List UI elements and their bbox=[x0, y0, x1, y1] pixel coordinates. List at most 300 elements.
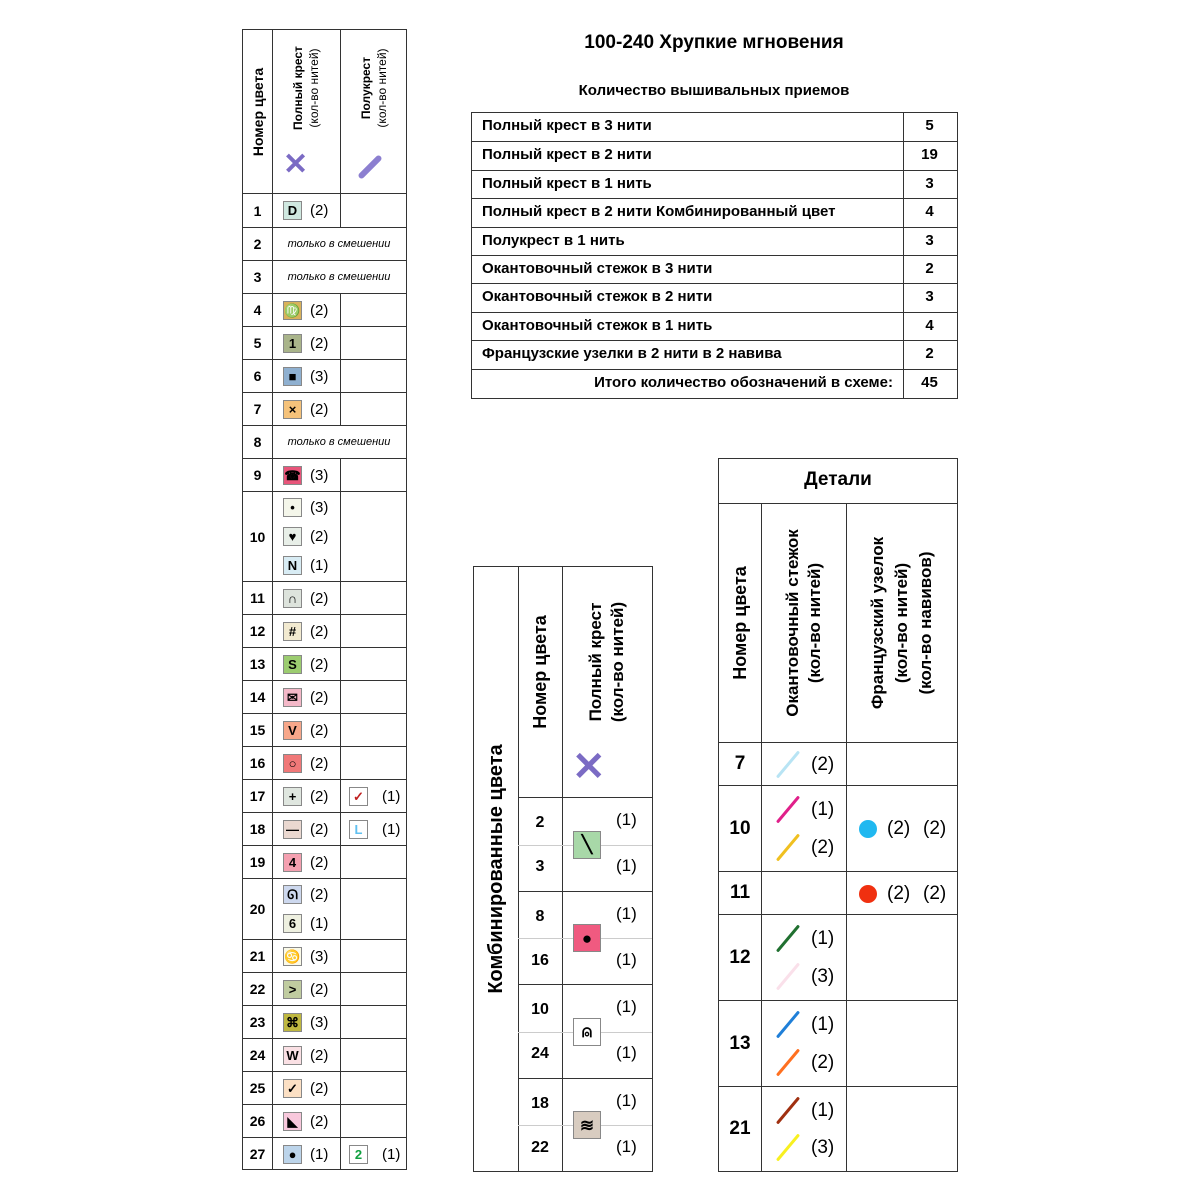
page-title: 100-240 Хрупкие мгновения bbox=[584, 32, 844, 53]
summary-value: 2 bbox=[925, 345, 934, 363]
full-cross-entry bbox=[283, 527, 328, 546]
column-divider bbox=[340, 846, 341, 878]
header-color-number bbox=[246, 37, 270, 187]
summary-value: 2 bbox=[925, 260, 934, 277]
full-cross-entry bbox=[283, 721, 328, 740]
details-title: Детали bbox=[804, 469, 872, 490]
table-row bbox=[243, 1038, 406, 1071]
table-row bbox=[243, 939, 406, 972]
edge-stitch-line bbox=[776, 1011, 800, 1039]
edge-stitch-line bbox=[776, 750, 800, 778]
full-cross-entry bbox=[283, 466, 328, 485]
thread-count: (2) bbox=[811, 836, 835, 858]
column-divider bbox=[272, 360, 273, 392]
table-row bbox=[243, 392, 406, 425]
summary-label: Полный крест в 2 нити bbox=[482, 146, 652, 164]
column-divider bbox=[340, 879, 341, 939]
column-divider bbox=[340, 1105, 341, 1137]
combined-group bbox=[518, 797, 652, 891]
column-divider bbox=[340, 1072, 341, 1104]
thread-count: (1) bbox=[310, 914, 329, 932]
thread-count: (1) bbox=[616, 856, 637, 875]
table-row bbox=[243, 647, 406, 680]
column-divider bbox=[272, 780, 273, 812]
thread-count: (1) bbox=[811, 1099, 835, 1121]
combined-header-number-label: Номер цвета bbox=[529, 615, 550, 729]
column-divider bbox=[340, 1039, 341, 1071]
stitch-symbol: 4 bbox=[283, 853, 302, 872]
color-number: 13 bbox=[729, 1032, 751, 1054]
color-number: 5 bbox=[253, 335, 262, 351]
column-divider bbox=[272, 1138, 273, 1170]
edge-stitch-line bbox=[776, 962, 800, 990]
column-divider bbox=[272, 973, 273, 1005]
table-row bbox=[243, 746, 406, 779]
table-row bbox=[243, 878, 406, 939]
summary-row bbox=[472, 198, 957, 226]
summary-value: 19 bbox=[921, 146, 938, 164]
edge-header-threads: (кол-во нитей) bbox=[805, 562, 824, 684]
column-divider bbox=[761, 786, 762, 871]
full-cross-entry bbox=[283, 589, 328, 608]
thread-count: (1) bbox=[811, 928, 835, 950]
stitch-symbol: ● bbox=[283, 1145, 302, 1164]
combined-symbol: ≋ bbox=[573, 1111, 601, 1139]
column-divider bbox=[272, 1072, 273, 1104]
thread-count: (1) bbox=[616, 1090, 637, 1110]
table-row bbox=[243, 680, 406, 713]
knot-thread-count: (2) bbox=[887, 818, 911, 839]
stitch-symbol: ✉ bbox=[283, 688, 302, 707]
table-row bbox=[243, 1005, 406, 1038]
table-row bbox=[243, 779, 406, 812]
color-number: 10 bbox=[729, 817, 751, 839]
french-knot-dot bbox=[859, 885, 877, 903]
mixed-only-note: только в смешении bbox=[287, 238, 391, 250]
table-row bbox=[243, 812, 406, 845]
column-divider bbox=[272, 879, 273, 939]
column-divider bbox=[340, 747, 341, 779]
stitch-symbol: ✓ bbox=[349, 787, 368, 806]
thread-count: (2) bbox=[310, 1046, 329, 1064]
thread-count: (2) bbox=[310, 589, 329, 607]
combined-header-label: Полный крест bbox=[586, 602, 605, 722]
summary-row bbox=[472, 255, 957, 283]
summary-row bbox=[472, 227, 957, 255]
column-divider bbox=[846, 1087, 847, 1171]
stitch-symbol: S bbox=[283, 655, 302, 674]
edge-stitch-line bbox=[776, 925, 800, 953]
summary-label: Французские узелки в 2 нити в 2 навива bbox=[482, 345, 782, 363]
edge-stitch-line bbox=[776, 1048, 800, 1076]
full-cross-entry bbox=[283, 853, 328, 872]
color-number: 27 bbox=[249, 1146, 266, 1162]
stitch-symbol: ✓ bbox=[283, 1079, 302, 1098]
stitch-symbol: 1 bbox=[283, 334, 302, 353]
color-number: 25 bbox=[249, 1080, 266, 1096]
color-number-a: 2 bbox=[535, 814, 545, 831]
color-number-a: 10 bbox=[531, 1001, 549, 1018]
color-number: 26 bbox=[249, 1113, 266, 1129]
color-number: 17 bbox=[249, 788, 266, 804]
color-number: 18 bbox=[249, 821, 266, 837]
color-number: 12 bbox=[249, 623, 266, 639]
stitch-symbol: L bbox=[349, 820, 368, 839]
summary-row bbox=[472, 170, 957, 198]
half-cross-entry bbox=[349, 1145, 400, 1164]
thread-count: (2) bbox=[310, 400, 329, 418]
color-key-table bbox=[242, 29, 407, 1170]
combined-group bbox=[518, 891, 652, 985]
full-cross-entry bbox=[283, 367, 328, 386]
full-cross-entry bbox=[283, 885, 328, 904]
summary-value: 4 bbox=[925, 316, 934, 334]
column-divider bbox=[340, 393, 341, 425]
combined-title bbox=[478, 574, 514, 1164]
column-divider bbox=[340, 1006, 341, 1038]
combined-title-label: Комбинированные цвета bbox=[484, 744, 507, 994]
column-divider bbox=[340, 615, 341, 647]
thread-count: (2) bbox=[310, 721, 329, 739]
details-header-knot bbox=[852, 509, 952, 737]
stitch-symbol: N bbox=[283, 556, 302, 575]
summary-label: Полный крест в 3 нити bbox=[482, 117, 652, 134]
color-number: 12 bbox=[729, 946, 751, 968]
column-divider bbox=[340, 714, 341, 746]
thread-count: (3) bbox=[310, 499, 329, 517]
column-divider bbox=[340, 973, 341, 1005]
column-divider bbox=[340, 813, 341, 845]
color-number-a: 8 bbox=[535, 907, 545, 925]
knot-thread-count: (2) bbox=[887, 882, 911, 904]
table-row bbox=[243, 845, 406, 878]
column-divider bbox=[846, 786, 847, 871]
summary-label: Окантовочный стежок в 2 нити bbox=[482, 288, 713, 306]
mixed-only-note: только в смешении bbox=[287, 271, 391, 283]
color-number: 3 bbox=[253, 269, 262, 285]
details-row bbox=[719, 1086, 957, 1171]
color-number: 11 bbox=[250, 590, 265, 606]
summary-value: 4 bbox=[925, 203, 934, 221]
thread-count: (3) bbox=[310, 1013, 329, 1031]
color-number: 10 bbox=[249, 528, 266, 545]
full-cross-entry bbox=[283, 498, 328, 517]
color-number: 21 bbox=[249, 948, 266, 964]
stitch-symbol: V bbox=[283, 721, 302, 740]
stitch-symbol: ■ bbox=[283, 367, 302, 386]
column-divider bbox=[340, 327, 341, 359]
table-row bbox=[243, 1104, 406, 1137]
thread-count: (2) bbox=[310, 853, 329, 871]
combined-group bbox=[518, 1078, 652, 1172]
column-divider bbox=[272, 492, 273, 581]
thread-count: (2) bbox=[811, 1051, 835, 1073]
half-cross-entry bbox=[349, 820, 400, 839]
table-row bbox=[243, 713, 406, 746]
table-row bbox=[243, 458, 406, 491]
thread-count: (1) bbox=[616, 949, 637, 969]
full-cross-entry bbox=[283, 688, 328, 707]
summary-label: Полный крест в 1 нить bbox=[482, 174, 652, 192]
color-number: 22 bbox=[249, 981, 266, 997]
table-row bbox=[243, 326, 406, 359]
color-number: 16 bbox=[249, 755, 266, 771]
header-full-cross bbox=[286, 38, 326, 138]
summary-value: 5 bbox=[925, 117, 934, 134]
knot-wraps-count: (2) bbox=[923, 818, 947, 839]
thread-count: (2) bbox=[310, 622, 329, 640]
combined-symbol: ⍝ bbox=[573, 1018, 601, 1046]
header-half-cross-label: Полукрест bbox=[359, 56, 373, 120]
column-divider bbox=[272, 582, 273, 614]
full-cross-entry bbox=[283, 1145, 328, 1164]
full-cross-icon: ✕ bbox=[283, 148, 309, 181]
color-number-b: 22 bbox=[531, 1138, 549, 1156]
column-divider bbox=[272, 615, 273, 647]
summary-value: 45 bbox=[921, 373, 938, 391]
column-divider bbox=[340, 294, 341, 326]
column-divider bbox=[846, 1001, 847, 1086]
thread-count: (2) bbox=[310, 202, 329, 219]
details-row bbox=[719, 1000, 957, 1086]
edge-stitch-line bbox=[776, 1096, 800, 1124]
column-divider bbox=[340, 582, 341, 614]
stitch-symbol: 6 bbox=[283, 914, 302, 933]
color-number: 24 bbox=[249, 1047, 266, 1063]
color-number: 21 bbox=[729, 1118, 751, 1139]
thread-count: (2) bbox=[310, 688, 329, 706]
column-divider bbox=[340, 459, 341, 491]
thread-count: (1) bbox=[310, 1145, 329, 1163]
color-number-b: 3 bbox=[535, 858, 545, 875]
edge-header-label: Окантовочный стежок bbox=[783, 529, 802, 717]
thread-count: (3) bbox=[310, 466, 329, 484]
stitch-symbol: # bbox=[283, 622, 302, 641]
color-number: 19 bbox=[249, 854, 266, 870]
combined-header-full-cross bbox=[572, 582, 642, 742]
column-divider bbox=[272, 459, 273, 491]
summary-label: Окантовочный стежок в 3 нити bbox=[482, 260, 713, 277]
stitch-symbol: ᘏ bbox=[283, 885, 302, 904]
full-cross-entry bbox=[283, 301, 328, 320]
thread-count: (2) bbox=[310, 528, 329, 545]
thread-count: (1) bbox=[811, 1014, 835, 1036]
summary-label: Итого количество обозначений в схеме: bbox=[594, 373, 893, 391]
column-divider bbox=[272, 294, 273, 326]
thread-count: (3) bbox=[811, 1137, 835, 1159]
summary-label: Полный крест в 2 нити Комбинированный цвет bbox=[482, 203, 836, 221]
thread-count: (1) bbox=[616, 997, 637, 1016]
full-cross-entry bbox=[283, 1112, 328, 1131]
summary-row bbox=[472, 113, 957, 141]
table-row bbox=[243, 425, 406, 458]
stitch-symbol: ♍ bbox=[284, 302, 301, 318]
table-row bbox=[243, 1071, 406, 1104]
color-number: 15 bbox=[249, 722, 266, 738]
column-divider bbox=[340, 940, 341, 972]
knot-header-threads: (кол-во нитей) bbox=[892, 562, 911, 684]
color-number: 14 bbox=[249, 689, 266, 705]
full-cross-entry bbox=[283, 820, 328, 839]
thread-count: (1) bbox=[616, 903, 637, 923]
full-cross-entry bbox=[283, 754, 328, 773]
table-row bbox=[243, 614, 406, 647]
table-row bbox=[243, 491, 406, 581]
column-divider bbox=[340, 1138, 341, 1170]
details-header-edge bbox=[769, 509, 839, 737]
edge-stitch-line bbox=[776, 833, 800, 861]
stitch-symbol: ∩ bbox=[283, 589, 302, 608]
summary-row bbox=[472, 369, 957, 397]
color-number-a: 18 bbox=[531, 1094, 549, 1112]
column-divider bbox=[272, 393, 273, 425]
stitch-symbol: ⌘ bbox=[283, 1013, 302, 1032]
header-half-cross bbox=[354, 38, 394, 138]
column-divider bbox=[272, 1006, 273, 1038]
column-divider bbox=[272, 714, 273, 746]
color-number: 7 bbox=[253, 401, 262, 417]
column-divider bbox=[846, 915, 847, 1000]
full-cross-entry bbox=[283, 787, 328, 806]
thread-count: (2) bbox=[310, 1079, 329, 1097]
column-divider bbox=[272, 747, 273, 779]
color-number: 7 bbox=[734, 753, 746, 774]
combined-colors-table bbox=[473, 566, 653, 1172]
summary-label: Окантовочный стежок в 1 нить bbox=[482, 316, 713, 334]
summary-row bbox=[472, 340, 957, 368]
thread-count: (1) bbox=[382, 820, 401, 838]
color-number: 23 bbox=[249, 1014, 266, 1030]
column-divider bbox=[272, 1039, 273, 1071]
column-divider bbox=[272, 813, 273, 845]
details-header-number-label: Номер цвета bbox=[729, 566, 750, 680]
knot-header-label: Французский узелок bbox=[868, 536, 887, 710]
column-divider bbox=[272, 940, 273, 972]
stitch-symbol: ◣ bbox=[283, 1112, 302, 1131]
details-table bbox=[718, 458, 958, 1172]
summary-value: 3 bbox=[925, 288, 934, 306]
half-cross-icon bbox=[357, 154, 382, 179]
color-number: 8 bbox=[253, 434, 262, 450]
color-number: 11 bbox=[729, 882, 751, 903]
summary-subtitle: Количество вышивальных приемов bbox=[578, 82, 850, 99]
thread-count: (3) bbox=[310, 947, 329, 965]
full-cross-entry bbox=[283, 400, 328, 419]
thread-count: (2) bbox=[310, 334, 329, 352]
full-cross-entry bbox=[283, 980, 328, 999]
column-divider bbox=[761, 1001, 762, 1086]
table-row bbox=[243, 293, 406, 326]
full-cross-entry bbox=[283, 334, 328, 353]
full-cross-entry bbox=[283, 556, 328, 575]
column-divider bbox=[272, 648, 273, 680]
column-divider bbox=[761, 1087, 762, 1171]
combined-header-number bbox=[525, 582, 555, 762]
stitch-symbol: 2 bbox=[349, 1145, 368, 1164]
column-divider bbox=[340, 648, 341, 680]
table-row bbox=[243, 260, 406, 293]
mixed-only-note: только в смешении bbox=[287, 436, 391, 448]
color-number: 1 bbox=[253, 202, 262, 219]
column-divider bbox=[761, 915, 762, 1000]
combined-group bbox=[518, 984, 652, 1078]
combined-symbol: ╲ bbox=[573, 831, 601, 859]
summary-table bbox=[471, 112, 958, 399]
thread-count: (2) bbox=[310, 787, 329, 805]
edge-stitch-line bbox=[776, 796, 800, 824]
color-number-b: 24 bbox=[531, 1045, 549, 1062]
column-divider bbox=[340, 780, 341, 812]
stitch-symbol: > bbox=[283, 980, 302, 999]
full-cross-entry bbox=[283, 1013, 328, 1032]
color-number-b: 16 bbox=[531, 951, 549, 969]
stitch-symbol: — bbox=[283, 820, 302, 839]
column-divider bbox=[272, 327, 273, 359]
table-row bbox=[243, 359, 406, 392]
french-knot-dot bbox=[859, 820, 877, 838]
full-cross-entry bbox=[283, 914, 328, 933]
thread-count: (2) bbox=[310, 655, 329, 673]
column-divider bbox=[272, 846, 273, 878]
header-full-cross-label: Полный крест bbox=[291, 46, 305, 130]
edge-stitch-line bbox=[776, 1134, 800, 1162]
knot-wraps-count: (2) bbox=[923, 882, 947, 904]
summary-value: 3 bbox=[925, 231, 934, 249]
details-row bbox=[719, 871, 957, 914]
column-divider bbox=[340, 194, 341, 227]
column-divider bbox=[340, 360, 341, 392]
thread-count: (2) bbox=[310, 301, 329, 319]
table-row bbox=[243, 972, 406, 1005]
thread-count: (2) bbox=[310, 1112, 329, 1130]
full-cross-entry bbox=[283, 201, 328, 220]
stitch-symbol: ☎ bbox=[284, 467, 301, 483]
details-header-number bbox=[723, 523, 757, 723]
details-row bbox=[719, 914, 957, 1000]
column-divider bbox=[761, 872, 762, 914]
full-cross-entry bbox=[283, 622, 328, 641]
thread-count: (1) bbox=[616, 1136, 637, 1156]
full-cross-entry bbox=[283, 1046, 328, 1065]
details-row bbox=[719, 742, 957, 785]
summary-row bbox=[472, 283, 957, 311]
thread-count: (2) bbox=[811, 753, 835, 775]
thread-count: (1) bbox=[811, 799, 835, 821]
stitch-symbol: × bbox=[283, 400, 302, 419]
full-cross-entry bbox=[283, 655, 328, 674]
stitch-symbol: • bbox=[283, 498, 302, 517]
stitch-symbol: ○ bbox=[283, 754, 302, 773]
header-full-cross-threads: (кол-во нитей) bbox=[307, 48, 321, 128]
details-row bbox=[719, 785, 957, 871]
thread-count: (1) bbox=[382, 1145, 401, 1163]
column-divider bbox=[761, 743, 762, 785]
table-row bbox=[243, 581, 406, 614]
column-divider bbox=[846, 872, 847, 914]
stitch-symbol: ♥ bbox=[283, 527, 302, 546]
thread-count: (2) bbox=[310, 820, 329, 838]
thread-count: (1) bbox=[616, 810, 637, 829]
stitch-symbol: ♋ bbox=[284, 948, 301, 964]
header-color-number-label: Номер цвета bbox=[250, 67, 266, 157]
summary-value: 3 bbox=[925, 174, 934, 192]
summary-label: Полукрест в 1 нить bbox=[482, 231, 625, 249]
combined-symbol: ● bbox=[573, 924, 601, 952]
color-number: 20 bbox=[249, 901, 266, 917]
summary-row bbox=[472, 141, 957, 169]
table-row bbox=[243, 227, 406, 260]
column-divider bbox=[846, 743, 847, 785]
